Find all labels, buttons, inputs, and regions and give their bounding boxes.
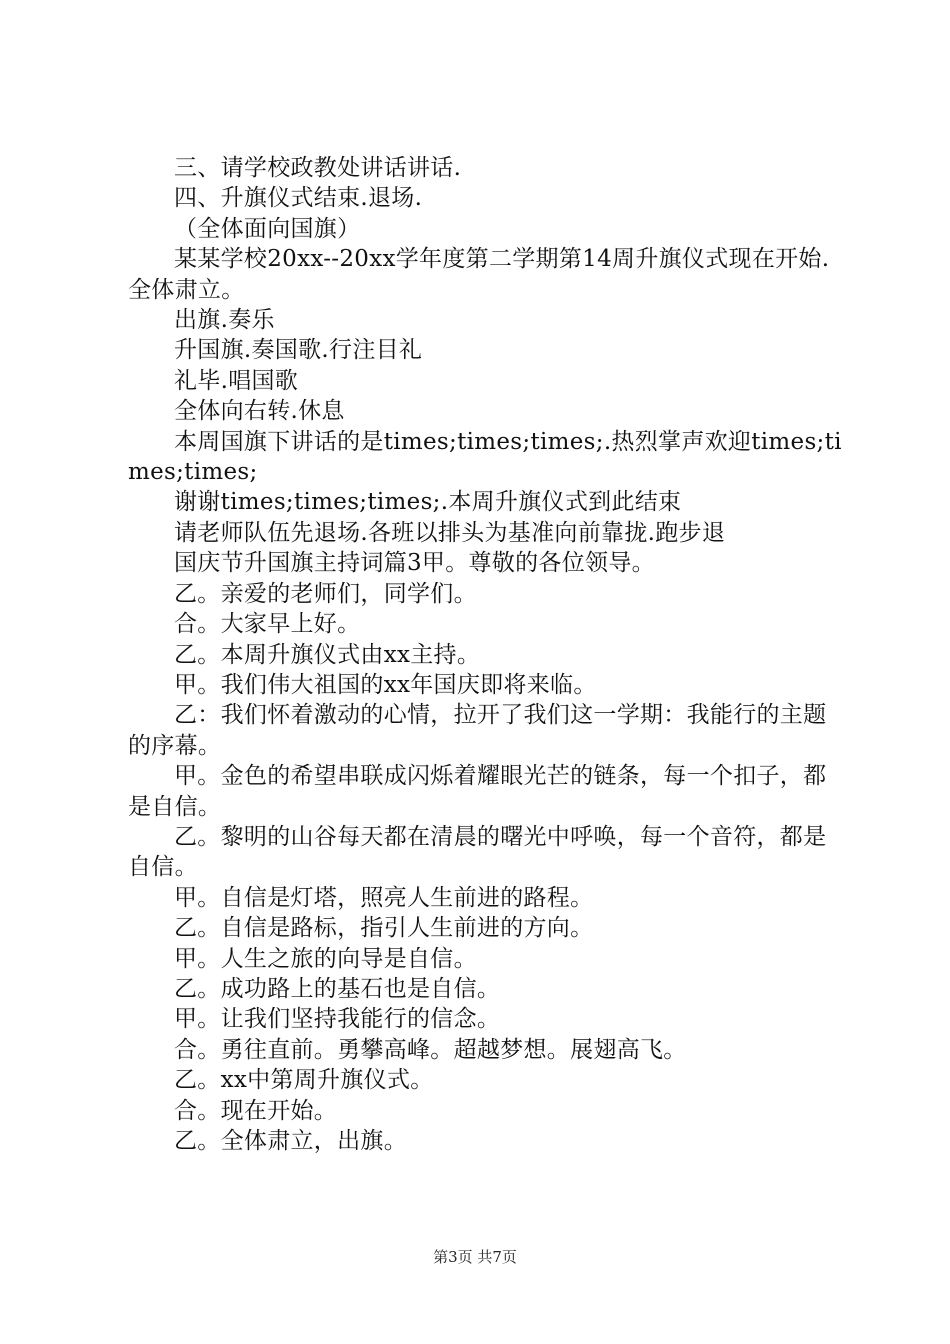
paragraph: 国庆节升国旗主持词篇3甲。尊敬的各位领导。 — [174, 550, 655, 577]
paragraph: 合。大家早上好。 — [174, 611, 361, 638]
paragraph: 谢谢times;times;times;.本周升旗仪式到此结束 — [174, 489, 682, 516]
paragraph: 乙。自信是路标，指引人生前进的方向。 — [174, 915, 594, 942]
paragraph: 乙。成功路上的基石也是自信。 — [174, 975, 501, 1002]
paragraph: 乙。本周升旗仪式由xx主持。 — [174, 641, 481, 668]
paragraph: （全体面向国旗） — [174, 215, 361, 242]
paragraph: 请老师队伍先退场.各班以排头为基准向前靠拢.跑步退 — [174, 519, 726, 546]
paragraph: 乙。全体肃立，出旗。 — [174, 1128, 407, 1154]
page-footer: 第3页 共7页 — [433, 1248, 517, 1266]
paragraph: 甲。让我们坚持我能行的信念。 — [174, 1006, 501, 1033]
paragraph: 乙。xx中第周升旗仪式。 — [174, 1067, 434, 1094]
paragraph: 乙。亲爱的老师们，同学们。 — [174, 580, 477, 607]
paragraph: 升国旗.奏国歌.行注目礼 — [174, 337, 423, 364]
paragraph: 礼毕.唱国歌 — [174, 367, 299, 394]
paragraph: 四、升旗仪式结束.退场. — [174, 185, 423, 212]
document-body — [128, 153, 843, 1156]
paragraph: 甲。人生之旅的向导是自信。 — [174, 945, 477, 972]
paragraph: 乙。黎明的山谷每天都在清晨的曙光中呼唤，每一个音符，都是自信。 — [128, 823, 827, 881]
paragraph: 三、请学校政教处讲话讲话. — [174, 155, 462, 181]
paragraph: 出旗.奏乐 — [174, 307, 275, 334]
paragraph: 本周国旗下讲话的是times;times;times;.热烈掌声欢迎times;times;times; — [128, 428, 842, 486]
paragraph: 某某学校20xx--20xx学年度第二学期第14周升旗仪式现在开始.全体肃立。 — [128, 246, 830, 303]
paragraph: 合。勇往直前。勇攀高峰。超越梦想。展翅高飞。 — [174, 1036, 687, 1063]
paragraph: 乙：我们怀着激动的心情，拉开了我们这一学期：我能行的主题的序幕。 — [128, 702, 827, 759]
paragraph: 甲。我们伟大祖国的xx年国庆即将来临。 — [174, 671, 597, 698]
paragraph: 甲。金色的希望串联成闪烁着耀眼光芒的链条，每一个扣子，都是自信。 — [128, 763, 827, 820]
paragraph: 合。现在开始。 — [174, 1097, 338, 1124]
paragraph: 全体向右转.休息 — [174, 398, 345, 425]
paragraph: 甲。自信是灯塔，照亮人生前进的路程。 — [174, 884, 594, 911]
